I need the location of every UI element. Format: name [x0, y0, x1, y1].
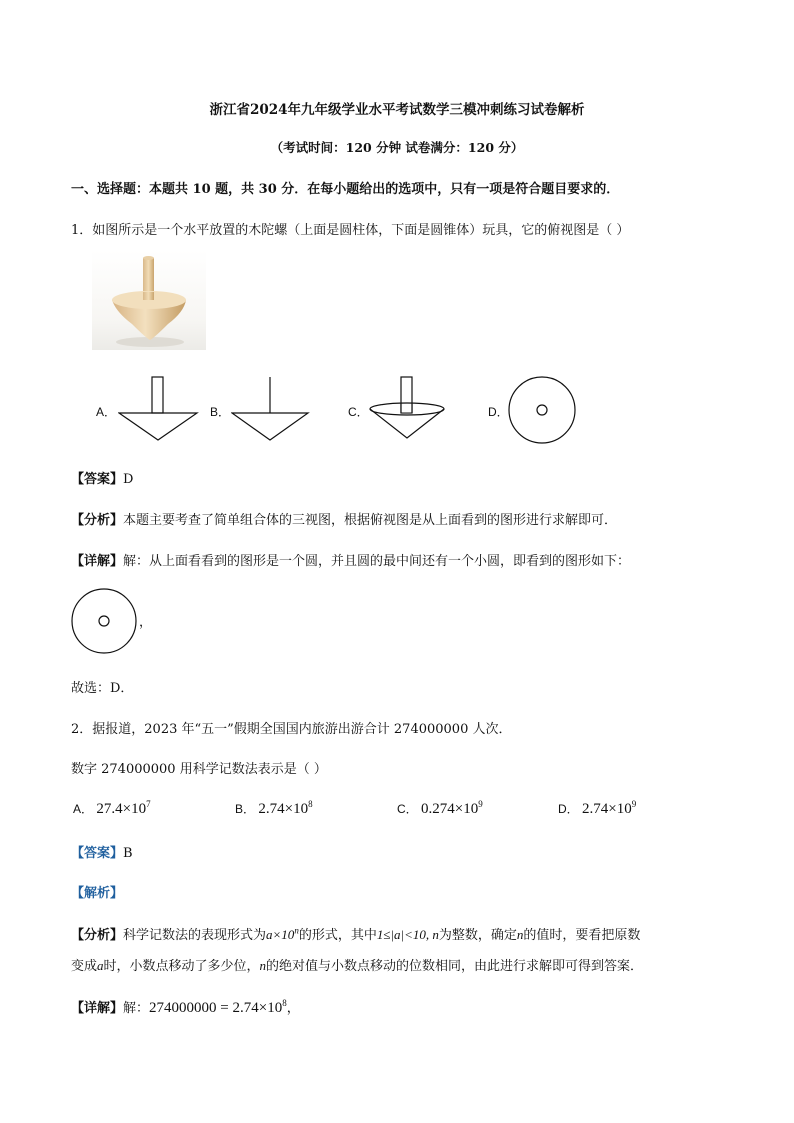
analysis-text: 本题主要考查了简单组合体的三视图，根据俯视图是从上面看到的图形进行求解即可．	[123, 513, 618, 528]
analysis-label: 【分析】	[71, 513, 124, 528]
q2-stem-line1: 2．据报道，2023 年“五一”假期全国国内旅游出游合计 274000000 人次．	[71, 722, 512, 737]
q1-detail	[71, 550, 630, 569]
q2-stem-line2: 数字 274000000 用科学记数法表示是（ ）	[71, 762, 327, 777]
q2-option-a	[73, 799, 151, 818]
q1-analysis	[71, 509, 617, 528]
detail-text: 解：从上面看看到的图形是一个圆，并且圆的最中间还有一个小圆，即看到的图形如下：	[123, 554, 631, 569]
option-c-figure	[368, 376, 448, 442]
option-label: C．	[397, 802, 418, 816]
analysis-text: 为整数，确定	[438, 928, 517, 943]
q2-answer	[71, 842, 133, 861]
q1-option-d-label: D．	[488, 405, 509, 419]
option-b-figure	[231, 376, 311, 442]
q2-option-b	[235, 799, 313, 818]
q1-option-c-label: C．	[348, 405, 369, 419]
exam-info: （考试时间：120 分钟 试卷满分：120 分）	[270, 140, 524, 155]
option-value: $0.274\times 10^9$	[421, 799, 483, 817]
range-formula: 1≤|a|<10, n	[376, 927, 439, 942]
option-d-figure	[507, 375, 577, 445]
option-label: D．	[558, 802, 579, 816]
section-heading: 一、选择题：本题共 10 题，共 30 分．在每小题给出的选项中，只有一项是符合题目要求的．	[71, 182, 620, 197]
variable-a: a	[97, 958, 104, 973]
detail-label: 【详解】	[71, 1001, 124, 1016]
q2-option-c	[397, 799, 483, 818]
answer-label: 【答案】	[71, 472, 124, 487]
detail-expression: $274000000 = 2.74\times 10^8$	[149, 998, 287, 1016]
q1-option-b-label: B．	[210, 405, 231, 419]
q2-detail	[71, 997, 300, 1017]
detail-label: 【详解】	[71, 554, 124, 569]
q2-analysis-line2	[71, 955, 643, 974]
analysis-text: 的绝对值与小数点移动的位数相同，由此进行求解即可得到答案．	[266, 959, 644, 974]
spinning-top-photo	[92, 250, 206, 350]
document-title: 浙江省2024年九年级学业水平考试数学三模冲刺练习试卷解析	[209, 102, 585, 118]
formula: $a\times 10^n$	[266, 925, 299, 942]
q1-option-a-label: A．	[96, 405, 117, 419]
q1-answer	[71, 468, 133, 487]
q2-explain-label	[71, 882, 123, 901]
analysis-text: 的值时，要看把原数	[523, 928, 641, 943]
q2-analysis-line1	[71, 924, 640, 943]
q1-conclusion: 故选：D．	[71, 681, 134, 696]
answer-value: B	[123, 846, 133, 861]
top-view-figure	[70, 587, 138, 655]
variable-n: n	[516, 927, 524, 942]
analysis-label: 【分析】	[71, 928, 124, 943]
answer-value: D	[123, 472, 134, 487]
explain-label: 【解析】	[71, 886, 124, 901]
answer-label: 【答案】	[71, 846, 124, 861]
option-a-figure	[118, 376, 200, 442]
option-label: B．	[235, 802, 256, 816]
variable-n: n	[259, 958, 267, 973]
analysis-text: 科学记数法的表现形式为	[123, 928, 267, 943]
q2-option-d	[558, 799, 636, 818]
option-value: $2.74\times 10^9$	[582, 799, 637, 817]
option-value: $27.4\times 10^7$	[96, 799, 151, 817]
analysis-text: 变成	[71, 959, 98, 974]
option-label: A．	[73, 802, 94, 816]
analysis-text: 时，小数点移动了多少位，	[103, 959, 260, 974]
analysis-text: 的形式，其中	[298, 928, 377, 943]
q1-stem: 1．如图所示是一个水平放置的木陀螺（上面是圆柱体，下面是圆锥体）玩具，它的俯视图是（ ）	[71, 223, 630, 238]
detail-text: 解：	[123, 1001, 150, 1016]
detail-end: ，	[286, 1001, 300, 1016]
option-value: $2.74\times 10^8$	[258, 799, 313, 817]
figure-comma: ，	[139, 615, 153, 630]
